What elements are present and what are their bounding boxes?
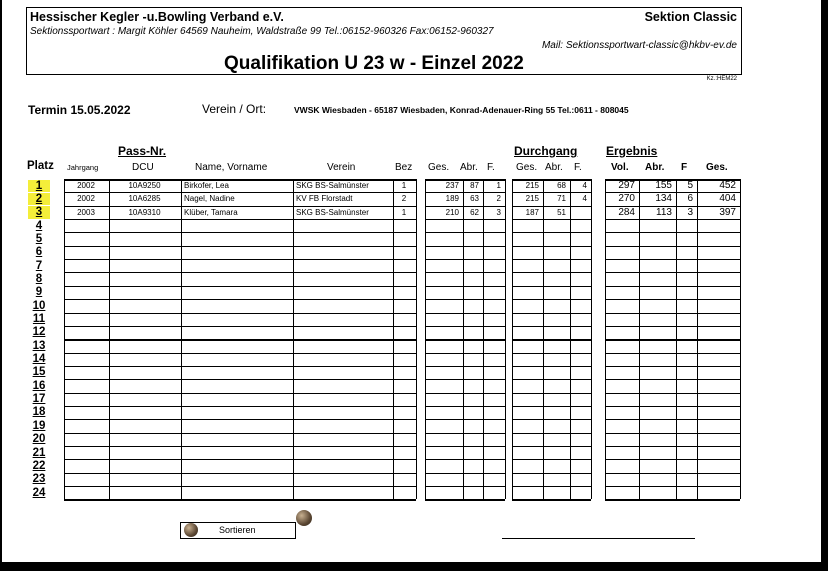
grid-row-line (512, 486, 591, 487)
grid-row-line (605, 313, 740, 314)
grid-row-line (425, 486, 505, 487)
grid-row-line (512, 339, 591, 341)
grid-row-line (512, 232, 591, 233)
grid-col-line (416, 179, 417, 499)
rank-number: 15 (32, 366, 46, 379)
grid-row-line (64, 486, 416, 487)
rank-number: 12 (32, 326, 46, 339)
cell-d2-ges: 215 (525, 181, 539, 190)
col-d1-f: F. (487, 162, 495, 173)
cell-d1-f: 1 (496, 181, 501, 190)
grid-row-line (64, 379, 416, 380)
grid-row-line (512, 459, 591, 460)
col-vol: Vol. (611, 162, 629, 173)
grid-row-line (425, 366, 505, 367)
grid-col-line (109, 179, 110, 499)
verein-value: VWSK Wiesbaden - 65187 Wiesbaden, Konrad-Adenauer-Ring 55 Tel.:0611 - 808045 (294, 105, 629, 115)
cell-name: Birkofer, Lea (184, 181, 229, 190)
grid-row-line (605, 406, 740, 407)
grid-row-line (64, 326, 416, 327)
grid-row-line (605, 433, 740, 434)
grid-col-line (570, 179, 571, 499)
page-title: Qualifikation U 23 w - Einzel 2022 (224, 53, 524, 74)
grid-row-line (605, 219, 740, 220)
grid-col-line (639, 179, 640, 499)
cell-dcu: 10A9250 (128, 181, 161, 190)
signature-line (502, 538, 695, 539)
grid-row-line (425, 379, 505, 380)
grid-col-line (393, 179, 394, 499)
grid-row-line (512, 433, 591, 434)
cell-e-f: 5 (687, 180, 693, 191)
grid-row-line (512, 259, 591, 260)
cell-bez: 1 (401, 181, 407, 190)
grid-row-line (512, 446, 591, 447)
grid-row-line (512, 419, 591, 420)
grid-row-line (512, 379, 591, 380)
rank-number: 24 (32, 486, 46, 499)
col-verein: Verein (327, 162, 356, 173)
cell-e-f: 3 (687, 206, 693, 218)
sort-ball-icon (184, 523, 198, 537)
grid-row-line (425, 299, 505, 300)
sort-button-label: Sortieren (219, 525, 256, 535)
grid-row-line (425, 433, 505, 434)
grid-row-line (64, 353, 416, 354)
section-name: Sektion Classic (644, 10, 737, 24)
grid-row-line (64, 246, 416, 247)
rank-number: 21 (32, 446, 46, 459)
grid-row-line (425, 246, 505, 247)
col-name: Name, Vorname (195, 162, 268, 173)
cell-e-f: 6 (687, 193, 693, 205)
grid-row-line (64, 446, 416, 447)
grid-row-line (64, 473, 416, 474)
grid-row-line (425, 313, 505, 314)
cell-e-ges: 404 (719, 193, 736, 205)
cell-name: Nagel, Nadine (184, 194, 235, 204)
grid-col-line (676, 179, 677, 499)
rank-number: 2 (28, 193, 50, 205)
cell-d1-f: 2 (496, 194, 501, 204)
col-bez: Bez (395, 162, 413, 173)
grid-row-line (64, 219, 416, 220)
col-e-f: F (681, 162, 688, 173)
grid-row-line (512, 219, 591, 220)
cell-vol: 297 (618, 180, 635, 191)
cell-verein: KV FB Florstadt (296, 194, 353, 204)
grid-row-line (64, 419, 416, 420)
grid-row-line (64, 232, 416, 233)
cell-d1-ges: 210 (445, 207, 459, 217)
grid-row-line (425, 353, 505, 354)
grid-row-line (64, 299, 416, 300)
cell-d2-abr: 71 (557, 194, 566, 204)
grid-row-line (512, 473, 591, 474)
grid-row-line (425, 272, 505, 273)
group-durchgang: Durchgang (514, 144, 578, 158)
rank-number: 20 (32, 433, 46, 446)
grid-row-line (605, 339, 740, 341)
org-name: Hessischer Kegler -u.Bowling Verband e.V. (30, 10, 284, 24)
verein-label: Verein / Ort: (202, 102, 267, 116)
grid-row-line (605, 379, 740, 380)
grid-row-line (425, 406, 505, 407)
col-d1-abr: Abr. (460, 162, 478, 173)
grid-row-line (605, 419, 740, 420)
rank-number: 19 (32, 419, 46, 432)
col-d2-ges: Ges. (516, 162, 538, 173)
grid-col-line (605, 179, 606, 499)
grid-col-line (293, 179, 294, 499)
grid-row-line (425, 393, 505, 394)
grid-row-line (605, 366, 740, 367)
grid-row-line (512, 393, 591, 394)
rank-number: 18 (32, 406, 46, 419)
grid-row-line (425, 219, 505, 220)
grid-row-line (425, 459, 505, 460)
grid-row-line (512, 286, 591, 287)
grid-row-line (64, 286, 416, 287)
grid-row-line (512, 353, 591, 354)
grid-row-line (512, 366, 591, 367)
grid-row-line (605, 232, 740, 233)
grid-row-line (605, 499, 740, 501)
rank-number: 11 (32, 313, 46, 325)
grid-row-line (64, 433, 416, 434)
cell-d2-abr: 68 (557, 181, 566, 190)
col-e-ges: Ges. (706, 162, 728, 173)
cell-d1-f: 3 (496, 207, 501, 217)
grid-col-line (697, 179, 698, 499)
grid-row-line (64, 366, 416, 367)
cell-jahrgang: 2003 (77, 207, 95, 217)
rank-number: 16 (32, 379, 46, 392)
grid-row-line (425, 286, 505, 287)
termin-date: Termin 15.05.2022 (28, 103, 131, 117)
grid-row-line (425, 339, 505, 341)
cell-d1-abr: 87 (470, 181, 479, 190)
grid-row-line (512, 313, 591, 314)
rank-number: 10 (32, 299, 46, 312)
grid-row-line (605, 393, 740, 394)
cell-d1-abr: 62 (470, 207, 479, 217)
col-e-abr: Abr. (645, 162, 665, 173)
grid-row-line (512, 499, 591, 501)
grid-row-line (64, 272, 416, 273)
grid-row-line (512, 246, 591, 247)
cell-e-abr: 113 (656, 206, 672, 218)
grid-row-line (425, 326, 505, 327)
grid-row-line (64, 459, 416, 460)
mail-line: Mail: Sektionssportwart-classic@hkbv-ev.de (541, 40, 737, 51)
grid-row-line (605, 459, 740, 460)
grid-row-line (64, 339, 416, 341)
grid-row-line (64, 313, 416, 314)
rank-number: 22 (32, 459, 46, 472)
grid-row-line (605, 473, 740, 474)
grid-row-line (64, 406, 416, 407)
rank-number: 4 (35, 219, 43, 232)
cell-d1-ges: 237 (445, 181, 459, 190)
rank-number: 6 (35, 246, 43, 259)
rank-number: 5 (35, 232, 43, 245)
cell-e-ges: 452 (719, 180, 736, 191)
grid-row-line (425, 232, 505, 233)
sheet (2, 0, 821, 562)
cell-d1-ges: 189 (445, 194, 459, 204)
cell-jahrgang: 2002 (77, 194, 95, 204)
grid-row-line (64, 393, 416, 394)
col-platz: Platz (27, 160, 54, 172)
grid-col-line (591, 179, 592, 499)
grid-row-line (605, 486, 740, 487)
cell-e-abr: 134 (655, 193, 672, 205)
cell-bez: 1 (401, 207, 407, 217)
grid-row-line (605, 272, 740, 273)
cell-bez: 2 (401, 194, 407, 204)
grid-row-line (64, 259, 416, 260)
rank-number: 3 (28, 206, 50, 218)
grid-row-line (64, 499, 416, 501)
cell-e-ges: 397 (719, 206, 736, 218)
rank-number: 1 (28, 180, 50, 192)
grid-row-line (425, 419, 505, 420)
header-box (26, 7, 742, 75)
rank-number: 8 (35, 272, 43, 285)
cell-vol: 284 (618, 206, 635, 218)
cell-e-abr: 155 (655, 180, 672, 191)
grid-row-line (425, 473, 505, 474)
col-jahrgang: Jahrgang (67, 163, 99, 172)
grid-row-line (425, 259, 505, 260)
form-code: Kz.:HEM22 (706, 76, 737, 82)
grid-col-line (543, 179, 544, 499)
grid-col-line (425, 179, 426, 499)
grid-row-line (512, 326, 591, 327)
cell-d2-ges: 187 (525, 207, 539, 217)
grid-col-line (483, 179, 484, 499)
grid-row-line (605, 286, 740, 287)
cell-verein: SKG BS-Salmünster (296, 181, 369, 190)
rank-number: 9 (35, 286, 43, 299)
col-d2-f: F. (574, 162, 582, 173)
rank-number: 17 (32, 393, 46, 406)
cell-d2-f (573, 207, 587, 219)
cell-d1-abr: 63 (470, 194, 479, 204)
rank-number: 23 (32, 473, 46, 486)
grid-col-line (64, 179, 65, 499)
action-ball-icon[interactable] (296, 510, 312, 526)
cell-jahrgang: 2002 (77, 181, 95, 190)
cell-vol: 270 (618, 193, 635, 205)
contact-line: Sektionssportwart : Margit Köhler 64569 Nauheim, Waldstraße 99 Tel.:06152-960326 Fax:06152-960327 (30, 26, 494, 37)
cell-name: Klüber, Tamara (184, 207, 238, 217)
grid-col-line (512, 179, 513, 499)
grid-row-line (512, 299, 591, 300)
grid-row-line (512, 272, 591, 273)
grid-col-line (181, 179, 182, 499)
grid-row-line (425, 446, 505, 447)
grid-row-line (605, 299, 740, 300)
cell-d2-f: 4 (582, 194, 587, 204)
grid-row-line (425, 499, 505, 501)
col-dcu: DCU (132, 162, 154, 173)
grid-row-line (605, 246, 740, 247)
grid-col-line (463, 179, 464, 499)
grid-row-line (605, 353, 740, 354)
grid-col-line (505, 179, 506, 499)
cell-d2-abr: 51 (557, 207, 566, 217)
grid-col-line (740, 179, 741, 499)
cell-verein: SKG BS-Salmünster (296, 207, 369, 217)
group-pass: Pass-Nr. (118, 144, 167, 158)
grid-row-line (605, 326, 740, 327)
cell-d2-f: 4 (582, 181, 587, 190)
grid-row-line (512, 406, 591, 407)
cell-dcu: 10A9310 (128, 207, 161, 217)
cell-dcu: 10A6285 (128, 194, 161, 204)
sort-button[interactable] (180, 522, 296, 539)
col-d1-ges: Ges. (428, 162, 450, 173)
grid-row-line (605, 259, 740, 260)
rank-number: 7 (35, 259, 43, 272)
cell-d2-ges: 215 (525, 194, 539, 204)
rank-number: 13 (32, 339, 46, 352)
group-ergebnis: Ergebnis (606, 144, 658, 158)
grid-row-line (605, 446, 740, 447)
col-d2-abr: Abr. (545, 162, 563, 173)
rank-number: 14 (32, 353, 46, 366)
